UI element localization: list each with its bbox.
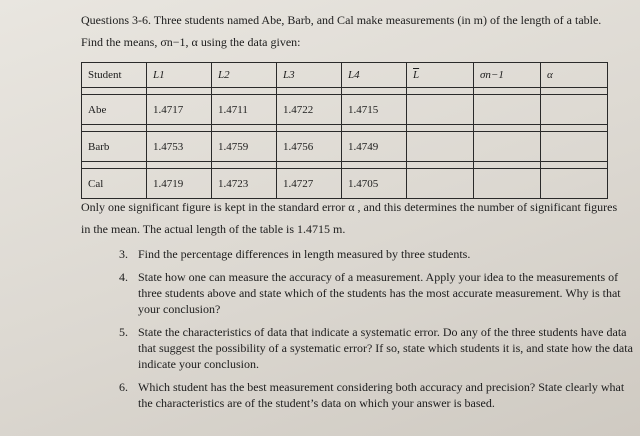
table-cell: 1.4722: [277, 95, 342, 125]
question-text: State the characteristics of data that indicate a systematic error. Do any of the three students have data that suggest the possibility of a systematic error? If so, state which students it is, and state how the data indicate your conclusion.: [138, 325, 633, 371]
intro-text: Questions 3-6. Three students named Abe, Barb, and Cal make measurements (in m) of the length of a table. Find the means, σn−1, α using the data given:: [81, 13, 602, 49]
table-spacer-row: [82, 125, 608, 132]
student-name: Abe: [82, 95, 147, 125]
empty-alpha-cell: [541, 95, 608, 125]
empty-alpha-cell: [541, 169, 608, 199]
list-item: [100, 379, 635, 411]
table-cell: 1.4753: [147, 132, 212, 162]
student-name: Barb: [82, 132, 147, 162]
header-mean-cell: [407, 63, 474, 88]
table-cell: 1.4717: [147, 95, 212, 125]
table-row: [82, 169, 608, 199]
table-header-row: [82, 63, 608, 88]
header-alpha: α: [541, 63, 608, 88]
question-list: [100, 246, 635, 418]
table-cell: 1.4715: [342, 95, 407, 125]
header-l4: L4: [342, 63, 407, 88]
question-text: Which student has the best measurement considering both accuracy and precision? State clearly what the characteristics are of the student’s data on which your answer is based.: [138, 380, 625, 410]
empty-sigma-cell: [474, 132, 541, 162]
student-name: Cal: [82, 169, 147, 199]
question-number: 6.: [119, 380, 128, 394]
header-student: Student: [82, 63, 147, 88]
empty-mean-cell: [407, 132, 474, 162]
list-item: [100, 269, 635, 317]
empty-sigma-cell: [474, 95, 541, 125]
empty-alpha-cell: [541, 132, 608, 162]
header-l1: L1: [147, 63, 212, 88]
table-cell: 1.4711: [212, 95, 277, 125]
empty-mean-cell: [407, 169, 474, 199]
list-item: [100, 324, 635, 372]
table-cell: 1.4705: [342, 169, 407, 199]
empty-sigma-cell: [474, 169, 541, 199]
question-text: Find the percentage differences in length measured by three students.: [138, 247, 471, 261]
header-sigma: σn−1: [474, 63, 541, 88]
table-cell: 1.4723: [212, 169, 277, 199]
note-text: Only one significant figure is kept in the standard error α , and this determines the number of significant figures in the mean. The actual length of the table is 1.4715 m.: [81, 200, 618, 236]
table-row: [82, 95, 608, 125]
header-mean: $\overline{L}$: [413, 69, 420, 81]
table-spacer-row: [82, 162, 608, 169]
table-cell: 1.4719: [147, 169, 212, 199]
header-l2: L2: [212, 63, 277, 88]
question-number: 3.: [119, 247, 128, 261]
empty-mean-cell: [407, 95, 474, 125]
table-spacer-row: [82, 88, 608, 95]
table-row: [82, 132, 608, 162]
header-l3: L3: [277, 63, 342, 88]
list-item: [100, 246, 635, 262]
measurement-table: [81, 62, 608, 199]
table-cell: 1.4759: [212, 132, 277, 162]
question-number: 4.: [119, 270, 128, 284]
table-cell: 1.4756: [277, 132, 342, 162]
table-cell: 1.4727: [277, 169, 342, 199]
table-cell: 1.4749: [342, 132, 407, 162]
question-text: State how one can measure the accuracy of a measurement. Apply your idea to the measurements of three students above and state which of the students has the most accurate measurement. Why is that your conclusion?: [138, 270, 621, 316]
question-number: 5.: [119, 325, 128, 339]
